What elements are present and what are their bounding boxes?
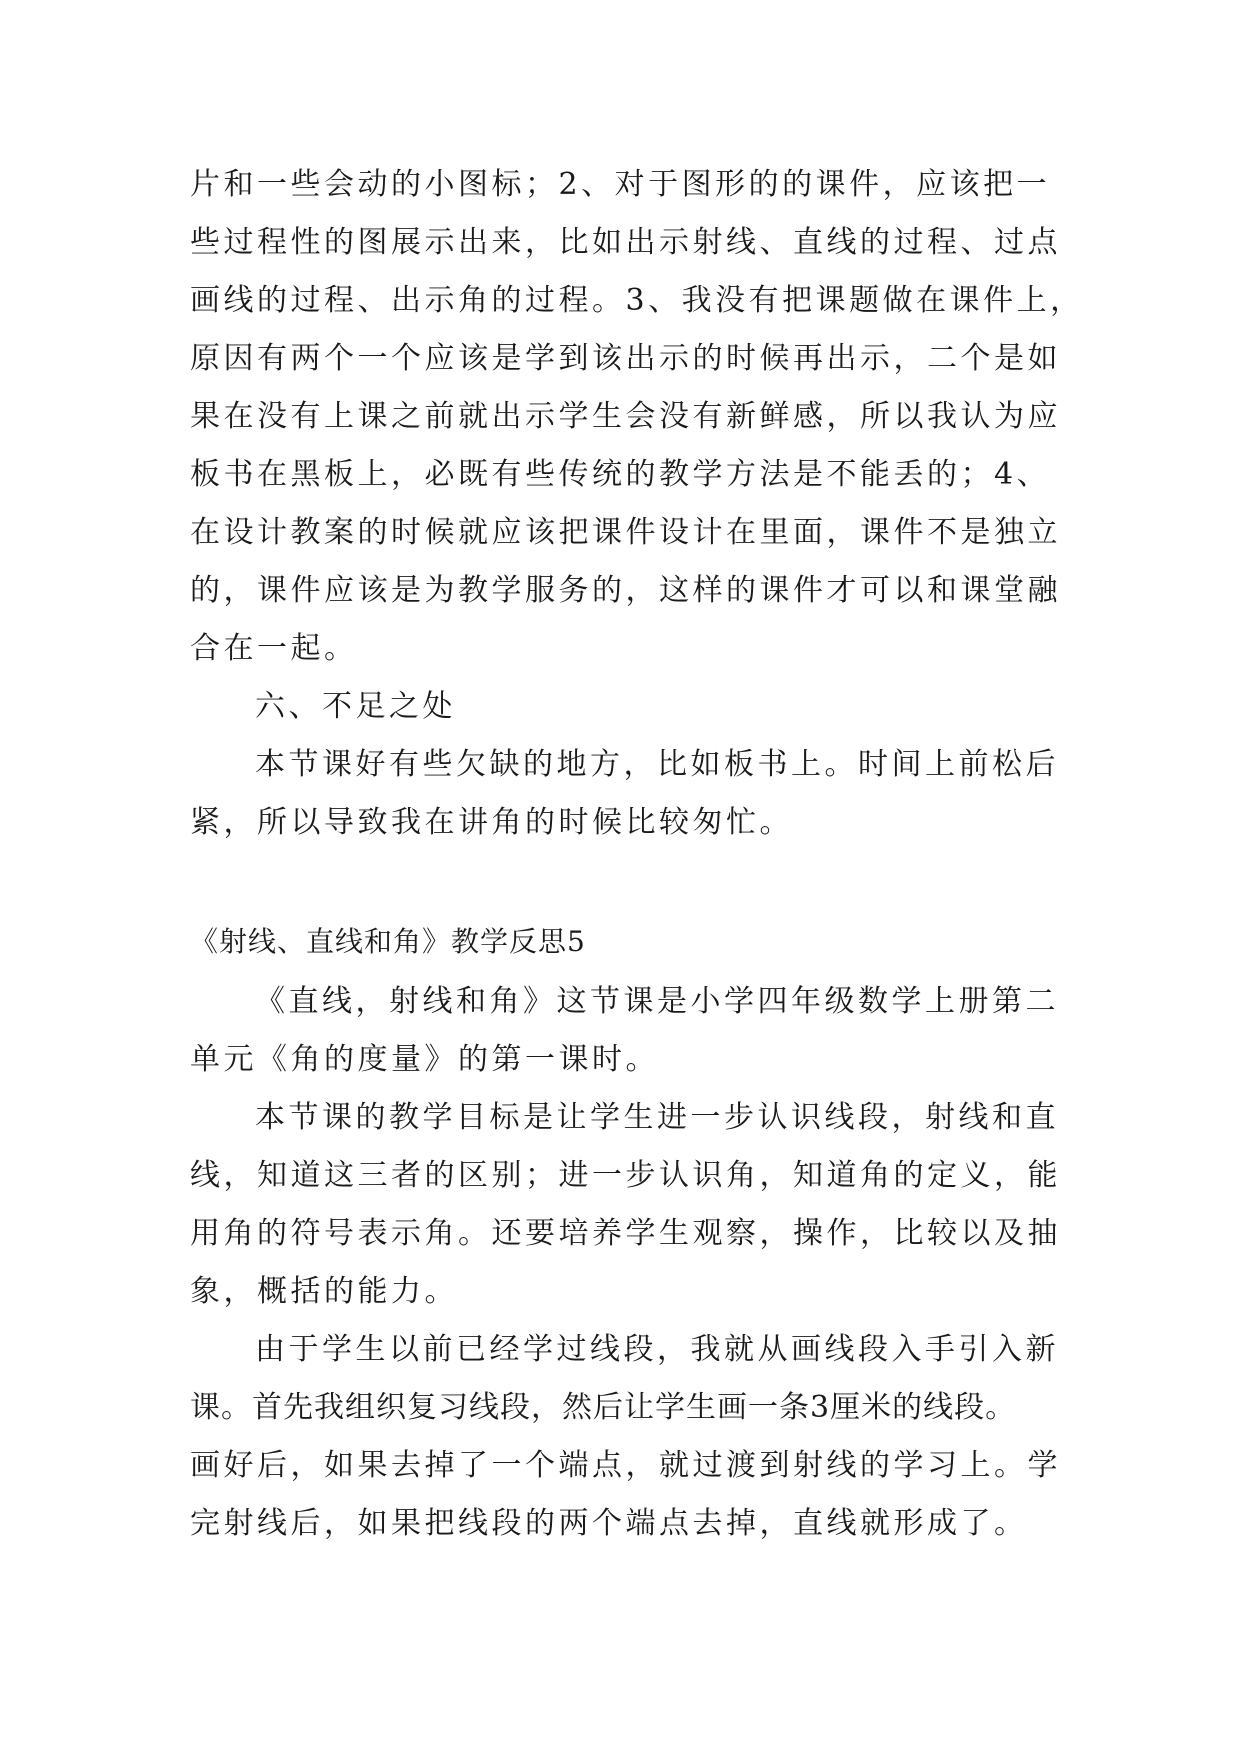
paragraph-line: 课。首先我组织复习线段，然后让学生画一条3厘米的线段。 (190, 1390, 1017, 1425)
paragraph-line: 果在没有上课之前就出示学生会没有新鲜感，所以我认为应 (190, 399, 1061, 434)
paragraph-line: 本节课好有些欠缺的地方，比如板书上。时间上前松后 (255, 747, 1059, 782)
paragraph-line: 画线的过程、出示角的过程。3、我没有把课题做在课件上， (190, 283, 1084, 318)
paragraph-line: 板书在黑板上，必既有些传统的教学方法是不能丢的；4、 (190, 457, 1051, 492)
paragraph-line: 片和一些会动的小图标；2、对于图形的的课件，应该把一 (190, 167, 1051, 202)
paragraph-line: 的，课件应该是为教学服务的，这样的课件才可以和课堂融 (190, 573, 1061, 608)
paragraph-line: 些过程性的图展示出来，比如出示射线、直线的过程、过点 (190, 225, 1061, 260)
paragraph-line: 本节课的教学目标是让学生进一步认识线段，射线和直 (255, 1100, 1059, 1135)
paragraph-line: 象，概括的能力。 (190, 1274, 458, 1309)
paragraph-line: 由于学生以前已经学过线段，我就从画线段入手引入新 (255, 1332, 1059, 1367)
paragraph-line: 完射线后，如果把线段的两个端点去掉，直线就形成了。 (190, 1506, 1028, 1541)
paragraph-line: 单元《角的度量》的第一课时。 (190, 1042, 659, 1077)
paragraph-line: 《直线，射线和角》这节课是小学四年级数学上册第二 (255, 984, 1059, 1019)
paragraph-line: 原因有两个一个应该是学到该出示的时候再出示，二个是如 (190, 341, 1061, 376)
paragraph-line: 画好后，如果去掉了一个端点，就过渡到射线的学习上。学 (190, 1448, 1061, 1483)
paragraph-line: 在设计教案的时候就应该把课件设计在里面，课件不是独立 (190, 515, 1061, 550)
paragraph-line: 合在一起。 (190, 631, 358, 666)
article-title: 《射线、直线和角》教学反思5 (190, 925, 586, 958)
paragraph-line: 用角的符号表示角。还要培养学生观察，操作，比较以及抽 (190, 1216, 1061, 1251)
paragraph-line: 紧，所以导致我在讲角的时候比较匆忙。 (190, 805, 793, 840)
section-subheading: 六、不足之处 (255, 689, 456, 724)
paragraph-line: 线，知道这三者的区别；进一步认识角，知道角的定义，能 (190, 1158, 1061, 1193)
